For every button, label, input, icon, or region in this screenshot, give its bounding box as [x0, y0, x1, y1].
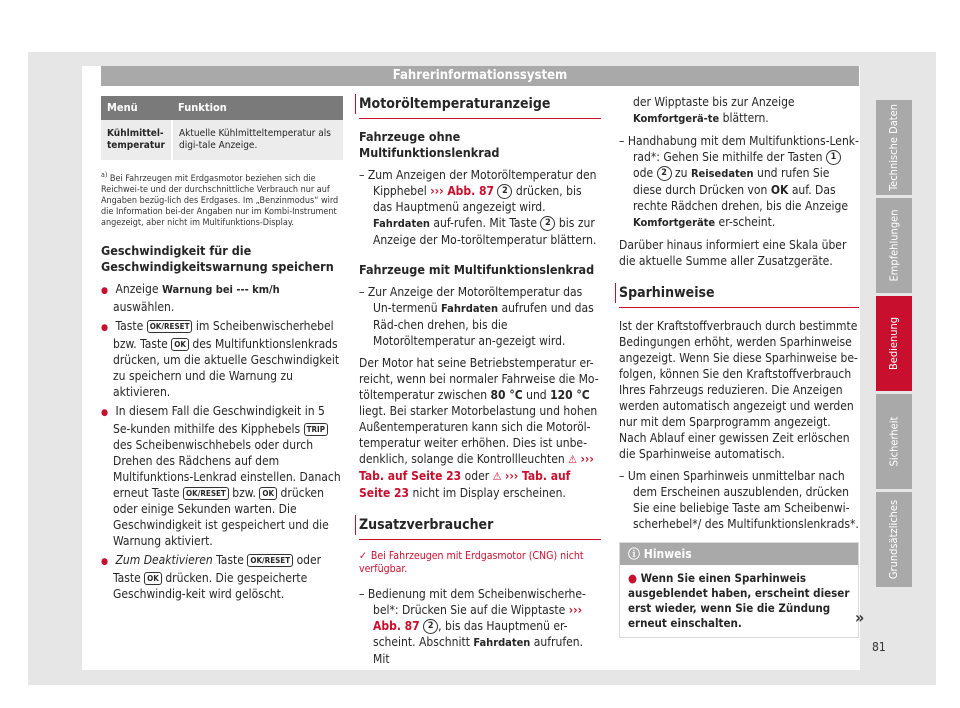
- list-item: – Zur Anzeige der Motoröltemperatur das Un-termenü Fahrdaten aufrufen und das Räd-chen drehen, bis die Motoröltemperatur an-gezeigt wird.: [359, 284, 601, 349]
- list-item: ● Anzeige Warnung bei --- km/h auswählen.: [101, 281, 343, 315]
- column-middle: [359, 90, 601, 670]
- list-item: ● In diesem Fall die Geschwindigkeit in 5 Se-kunden mithilfe des Kipphebels TRIP des Scheibenwischhebels oder durch Drehen des Rädchens auf dem Multifunktions-Lenkrad einstellen. Danach erneut Taste OK/RESET bzw. OK drücken oder einige Sekunden warten. Die Geschwindigkeit ist gespeichert und die Warnung aktiviert.: [101, 403, 343, 549]
- hint-box: [619, 542, 859, 638]
- page-number: 81: [872, 640, 886, 654]
- column-right: [619, 90, 859, 638]
- paragraph-continued: der Wipptaste bis zur Anzeige Komfortgerä-te blättern.: [633, 95, 795, 125]
- ok-key-icon: OK: [259, 487, 277, 500]
- callout-number-icon: 2: [540, 216, 555, 231]
- column-left: [101, 90, 343, 605]
- table-link[interactable]: ››› Tab. auf Seite 23: [359, 452, 594, 483]
- tab-technische-daten[interactable]: Technische Daten: [876, 100, 912, 195]
- ok-reset-key-icon: OK/RESET: [247, 554, 293, 567]
- tab-sicherheit[interactable]: Sicherheit: [876, 394, 912, 489]
- ok-reset-key-icon: OK/RESET: [147, 320, 193, 333]
- callout-number-icon: 2: [657, 166, 672, 181]
- table-cell-function: Aktuelle Kühlmitteltemperatur als digi-tale Anzeige.: [172, 120, 343, 160]
- section-title-economy-tips: Sparhinweise: [619, 285, 859, 308]
- trip-key-icon: TRIP: [304, 423, 328, 436]
- footnote: $^{a)}$ Bei Fahrzeugen mit Erdgasmotor beziehen sich die Reichwei-te und der durchschnittliche Verbrauch nur auf Angaben bezüg-lich des Erdgases. Im „Benzinmodus“ wird die Information bei-der Angaben nur im Kombi-Instrument angezeigt, aber nicht im Multifunktions-Display.: [101, 171, 339, 228]
- list-item: – Zum Anzeigen der Motoröltemperatur den Kipphebel ››› Abb. 87 2 drücken, bis das Hauptmenü angezeigt wird. Fahrdaten auf-rufen. Mit Taste 2 bis zur Anzeige der Mo-toröltemperatur blättern.: [359, 167, 601, 248]
- availability-note: ✓ Bei Fahrzeugen mit Erdgasmotor (CNG) nicht verfügbar.: [359, 550, 584, 575]
- figure-link[interactable]: ››› Abb. 87: [430, 184, 495, 198]
- section-heading-speed-warning: Geschwindigkeit für die Geschwindigkeitswarnung speichern: [101, 243, 334, 274]
- table-header-menu: Menü: [101, 96, 172, 120]
- paragraph-oil-temp: Der Motor hat seine Betriebstemperatur er-reicht, wenn bei normaler Fahrweise die Mo-töltemperatur zwischen 80 °C und 120 °C liegt. Bei starker Motorbelastung und hohen Außentemperaturen kann sich die Motoröl-temperatur weiter erhöhen. Dies ist unbe-denklich, solange die Kontrollleuchten ⚠ ››› Tab. auf Seite 23 oder ⚠ ››› Tab. auf Seite 23 nicht im Display erscheinen.: [359, 356, 599, 500]
- table-header-function: Funktion: [172, 96, 343, 120]
- ok-reset-key-icon: OK/RESET: [183, 487, 229, 500]
- section-title-consumers: Zusatzverbraucher: [359, 517, 601, 540]
- callout-number-icon: 1: [826, 150, 841, 165]
- oil-warning-icon: ⚠: [492, 470, 502, 483]
- table-cell-menu: Kühlmittel-temperatur: [101, 120, 172, 160]
- oil-warning-icon: ⚠: [568, 453, 578, 466]
- check-icon: ✓: [359, 550, 367, 562]
- ok-key-icon: OK: [144, 572, 162, 585]
- list-item: – Um einen Sparhinweis unmittelbar nach dem Erscheinen auszublenden, drücken Sie eine beliebige Taste am Scheibenwi-scherhebel*/ des Multifunktionslenkrads*.: [619, 468, 859, 532]
- hint-header: ⓘ Hinweis: [620, 543, 858, 565]
- list-item: – Handhabung mit dem Multifunktions-Lenk-rad*: Gehen Sie mithilfe der Tasten 1 ode 2 zu Reisedaten und rufen Sie diese durch Drücken von OK auf. Das rechte Rädchen drehen, bis die Anzeige Komfortgeräte er-scheint.: [619, 133, 859, 231]
- tab-empfehlungen[interactable]: Empfehlungen: [876, 198, 912, 293]
- paragraph-scale: Darüber hinaus informiert eine Skala über die aktuelle Summe aller Zusatzgeräte.: [619, 238, 847, 268]
- callout-number-icon: 2: [423, 619, 438, 634]
- table-link[interactable]: ››› Tab. auf Seite 23: [359, 469, 571, 500]
- list-item: ● Taste OK/RESET im Scheibenwischerhebel bzw. Taste OK des Multifunktionslenkrads drücken, um die aktuelle Geschwindigkeit zu speichern und die Warnung zu aktivieren.: [101, 318, 343, 400]
- subheading-with-mfl: Fahrzeuge mit Multifunktionslenkrad: [359, 262, 595, 277]
- list-item: – Bedienung mit dem Scheibenwischerhe-bel*: Drücken Sie auf die Wipptaste ››› Abb. 87 2 , bis das Hauptmenü er-scheint. Abschnitt Fahrdaten aufrufen. Mit: [359, 586, 601, 667]
- list-item: ● Zum Deaktivieren Taste OK/RESET oder Taste OK drücken. Die gespeicherte Geschwindig-keit wird gelöscht.: [101, 552, 343, 602]
- tab-bedienung[interactable]: Bedienung: [876, 296, 912, 391]
- continue-arrow-icon: »: [855, 608, 865, 627]
- tab-grundsaetzliches[interactable]: Grundsätzliches: [876, 492, 912, 587]
- info-icon: ⓘ: [628, 547, 641, 561]
- function-table: [101, 96, 343, 160]
- ok-key-icon: OK: [171, 338, 189, 351]
- section-title-oil-temp: Motoröltemperaturanzeige: [359, 96, 601, 119]
- callout-number-icon: 2: [497, 184, 512, 199]
- subheading-without-mfl: Fahrzeuge ohne Multifunktionslenkrad: [359, 129, 500, 160]
- table-row: [101, 120, 343, 160]
- hint-body: ● Wenn Sie einen Sparhinweis ausgeblendet haben, erscheint dieser erst wieder, wenn Sie die Zündung erneut einschalten.: [628, 571, 850, 630]
- paragraph-economy: Ist der Kraftstoffverbrauch durch bestimmte Bedingungen erhöht, werden Sparhinweise angezeigt. Wenn Sie diese Sparhinweise be-folgen, können Sie den Kraftstoffverbrauch Ihres Fahrzeugs reduzieren. Die Anzeigen werden automatisch angezeigt und werden nur mit dem Sparprogramm angezeigt. Nach Ablauf einer gewissen Zeit erlöschen die Sparhinweise automatisch.: [619, 319, 858, 461]
- page-header: Fahrerinformationssystem: [101, 66, 859, 86]
- figure-link[interactable]: ››› Abb. 87: [373, 603, 583, 633]
